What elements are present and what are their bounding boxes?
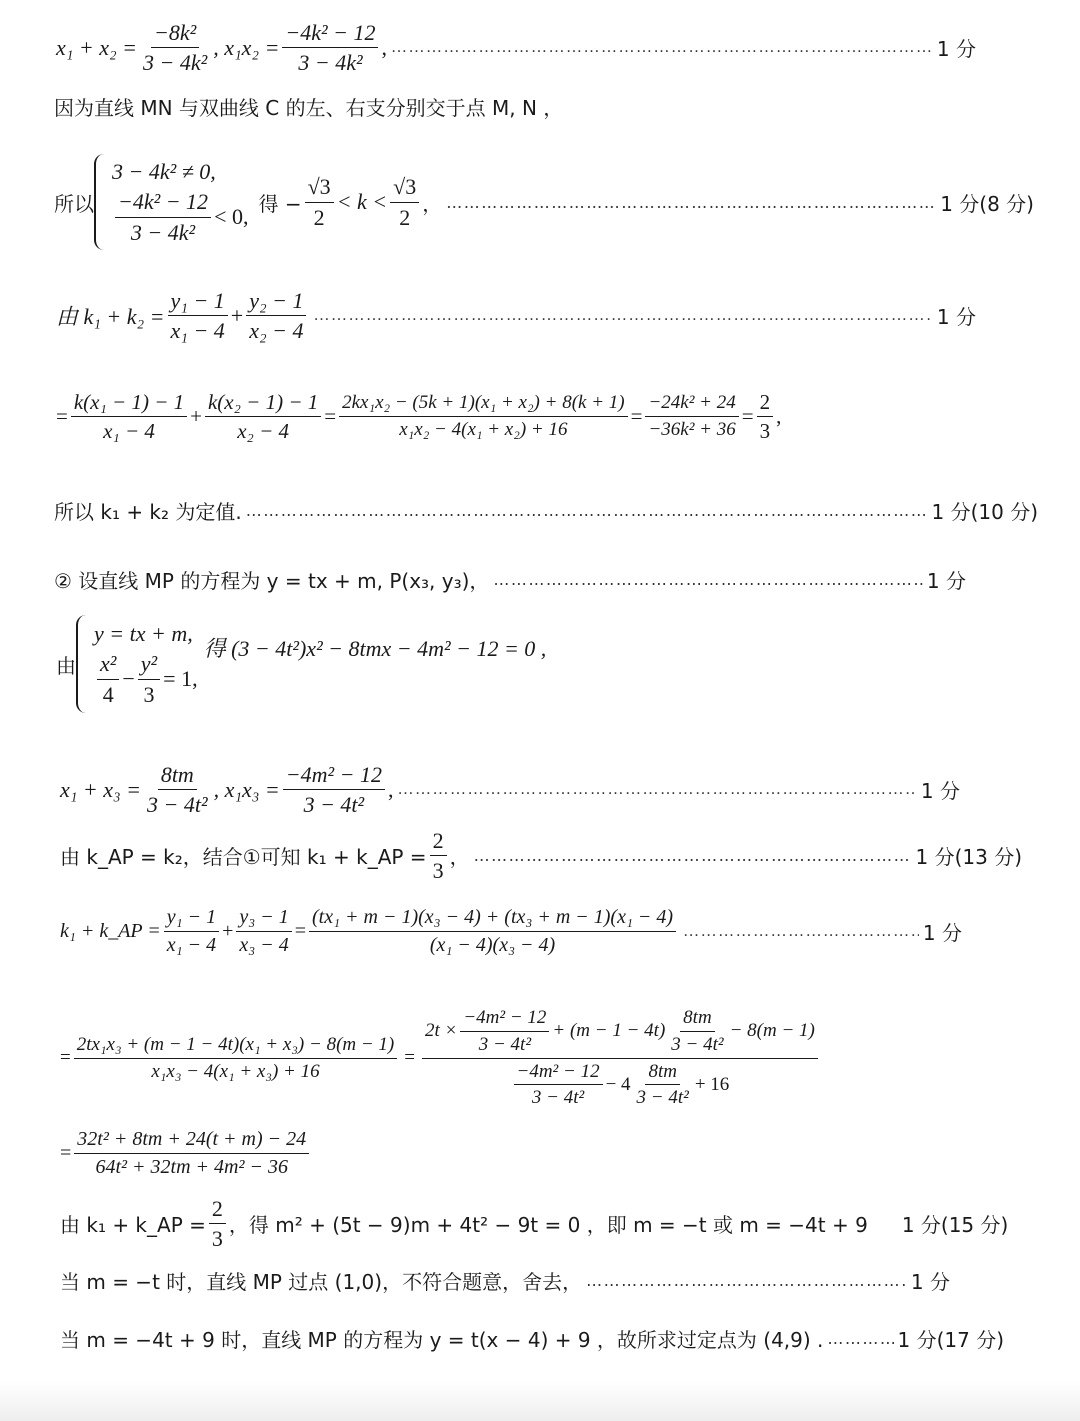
numerator: √3 [390,174,419,202]
numerator: √3 [305,174,334,202]
expr: 由 k₁ + k₂ = [56,304,165,330]
numerator: −4k² − 12 [115,189,211,217]
denominator: 3 − 4t² [303,792,365,818]
line-solve-m [60,1196,1009,1252]
expr: = [404,1047,415,1068]
fraction [339,392,628,441]
line-k1-plus-k2 [56,288,976,344]
numerator: y² [138,651,160,679]
expr: , [387,776,394,802]
denominator: 3 − 4k² [130,219,196,245]
expr: 得 (3 − 4t²)x² − 8tmx − 4m² − 12 = 0 , [203,635,547,661]
denominator: 3 [211,1226,223,1252]
leader-dots [246,501,928,520]
fraction [164,906,219,957]
expr: + (m − 1 − 4t) [552,1020,666,1042]
compound-fraction [422,1007,818,1109]
numerator: −24k² + 24 [645,392,738,417]
denominator: 3 − 4t² [671,1033,724,1055]
system-row: y = tx + m, [94,621,193,647]
line-intersect-statement [54,92,1014,121]
numerator: −8k² [151,20,199,48]
compound-numerator [422,1007,818,1059]
denominator: x₁ − 4 [166,934,217,956]
fraction [305,174,334,230]
fraction [390,174,419,230]
expr: = [324,404,337,429]
numerator: y₃ − 1 [236,906,291,932]
system-row [112,187,248,247]
expr: x₁ + x₃ = [60,776,142,802]
equation-system [76,615,198,713]
score-label: 1 分(10 分) [931,500,1038,524]
score-label: 1 分(17 分) [897,1328,1004,1352]
brace [94,154,106,250]
denominator: (x₁ − 4)(x₃ − 4) [429,934,556,956]
fraction [168,288,228,344]
denominator: −36k² + 36 [648,419,736,441]
fraction [144,762,211,818]
numerator: −4m² − 12 [514,1061,603,1086]
line-substitution [60,995,940,1121]
fraction [209,1196,226,1252]
numerator: −4k² − 12 [282,20,378,48]
denominator: 3 − 4t² [147,792,208,818]
expr: = [56,404,68,429]
fraction [74,1034,398,1083]
line-set-mp [54,565,966,594]
expr: 2t × [424,1020,458,1042]
text: 由 k₁ + k_AP = [60,1213,206,1238]
expr: , x₁x₂ = [213,34,280,60]
numerator: 2 [430,828,447,856]
denominator: x₁ − 4 [170,318,225,344]
denominator: 3 − 4t² [531,1087,585,1109]
expr: + [190,404,202,429]
denominator: x₂ − 4 [249,318,304,344]
line-simplified [60,1128,660,1179]
line-fixed-point [60,1324,1004,1353]
text: ， [449,845,470,870]
leader-dots [683,923,919,941]
text: ② 设直线 MP 的方程为 y = tx + m, P(x₃, y₃)， [54,569,490,593]
denominator: 3 − 4k² [298,50,363,76]
expr: , [776,404,782,429]
leader-dots [391,39,933,57]
text: ，得 m² + (5t − 9)m + 4t² − 9t = 0 ，即 m = −t 或 m = −4t + 9 [228,1213,868,1238]
denominator: 2 [399,204,411,230]
line-system-t-m [56,612,1016,716]
text: 当 m = −t 时，直线 MP 过点 (1,0)，不符合题意，舍去， [60,1270,583,1294]
numerator: y₂ − 1 [246,288,306,316]
denominator: 4 [102,681,114,707]
text: 当 m = −4t + 9 时，直线 MP 的方程为 y = t(x − 4) + 9 ，故所求过定点为 (4,9) . [60,1328,824,1352]
equation-system [94,154,248,250]
numerator: 2 [757,390,774,417]
numerator: 2kx₁x₂ − (5k + 1)(x₁ + x₂) + 8(k + 1) [339,392,628,417]
leader-dots [493,570,922,589]
score-label: 1 分(15 分) [901,1213,1009,1238]
brace [76,615,88,713]
denominator: 3 − 4t² [636,1087,689,1109]
text: 得 − [258,191,302,216]
expr: − [122,666,135,691]
leader-dots [586,1271,907,1290]
text: 所以 k₁ + k₂ 为定值. [54,500,242,524]
expr: < 0, [214,204,249,229]
expr: = [741,404,754,429]
fraction [309,906,676,957]
numerator: (tx₁ + m − 1)(x₃ − 4) + (tx₃ + m − 1)(x₁ − 4) [309,906,676,932]
denominator: 2 [313,204,325,230]
leader-dots [446,193,936,212]
expr: = 1, [163,666,198,691]
denominator: x₁x₃ − 4(x₁ + x₃) + 16 [151,1060,320,1082]
expr: = [60,1142,72,1164]
denominator: x₁x₂ − 4(x₁ + x₂) + 16 [399,419,568,441]
compound-denominator [508,1059,733,1110]
denominator: 3 − 4t² [478,1033,532,1055]
expr: x₁ + x₂ = [56,34,138,60]
numerator: x² [97,651,119,679]
line-k-sum-derivation [56,390,1036,443]
fraction [71,390,187,443]
fraction [236,906,291,957]
numerator: 32t² + 8tm + 24(t + m) − 24 [74,1128,309,1154]
leader-dots [397,781,916,799]
numerator: k(x₁ − 1) − 1 [71,390,187,417]
expr: − 4 [605,1073,631,1095]
expr: = [60,1047,71,1068]
text: 所以 [54,191,94,216]
numerator: −4m² − 12 [283,762,385,790]
expr: − 8(m − 1) [729,1020,815,1042]
fraction [140,20,210,76]
score-label: 1 分(13 分) [915,845,1022,870]
leader-dots [827,1329,893,1348]
line-sum-product-k [56,20,976,76]
leader-dots [474,846,912,865]
score-label: 1 分 [936,305,976,330]
numerator: −4m² − 12 [460,1007,549,1032]
system-row: 3 − 4k² ≠ 0, [112,159,216,185]
expr: , x₁x₃ = [213,776,280,802]
expr: + [230,302,244,328]
expr: = [630,404,643,429]
leader-dots [313,307,932,325]
score-label: 1 分(8 分) [940,191,1034,216]
system-row [94,649,198,709]
fraction [430,828,447,884]
numerator: 2 [209,1196,226,1224]
denominator: 64t² + 32tm + 4m² − 36 [95,1156,288,1178]
text: ， [422,191,443,216]
fraction [205,390,321,443]
numerator: 8tm [680,1007,715,1032]
fraction [74,1128,309,1179]
denominator: x₂ − 4 [237,419,289,444]
expr: < k < [336,189,388,214]
denominator: x₃ − 4 [239,934,289,956]
text: 因为直线 MN 与双曲线 C 的左、右支分别交于点 M, N ， [54,96,564,120]
denominator: 3 [759,419,771,444]
line-case-m-neg-t [60,1266,950,1295]
text: 由 k_AP = k₂，结合①可知 k₁ + k_AP = [60,845,427,870]
denominator: 3 [432,858,444,884]
numerator: 8tm [645,1061,680,1086]
fraction [246,288,306,344]
score-label: 1 分 [910,1270,950,1294]
denominator: 3 − 4k² [143,50,208,76]
expr: + [222,920,234,942]
score-label: 1 分 [922,921,962,945]
denominator: x₁ − 4 [103,419,155,444]
text: 由 [56,653,76,678]
line-sum-product-t [60,762,960,818]
numerator: 8tm [158,762,197,790]
page-bottom-shadow [0,1381,1080,1421]
fraction [645,392,738,441]
fraction [283,762,385,818]
expr: + 16 [694,1073,730,1095]
line-system-k-range [54,152,1034,252]
denominator: 3 [143,681,155,707]
fraction [282,20,378,76]
numerator: k(x₂ − 1) − 1 [205,390,321,417]
numerator: 2tx₁x₃ + (m − 1 − 4t)(x₁ + x₃) − 8(m − 1) [74,1034,398,1059]
line-k1-plus-kap [60,906,962,957]
score-label: 1 分 [920,779,960,804]
expr: = [294,920,306,942]
score-label: 1 分 [936,37,976,62]
line-constant-value [54,496,1038,525]
expr: , [381,34,387,60]
numerator: y₁ − 1 [164,906,219,932]
expr: k₁ + k_AP = [60,920,161,942]
score-label: 1 分 [926,569,966,593]
line-kap-k2 [60,828,1022,884]
fraction [757,390,774,443]
numerator: y₁ − 1 [168,288,228,316]
